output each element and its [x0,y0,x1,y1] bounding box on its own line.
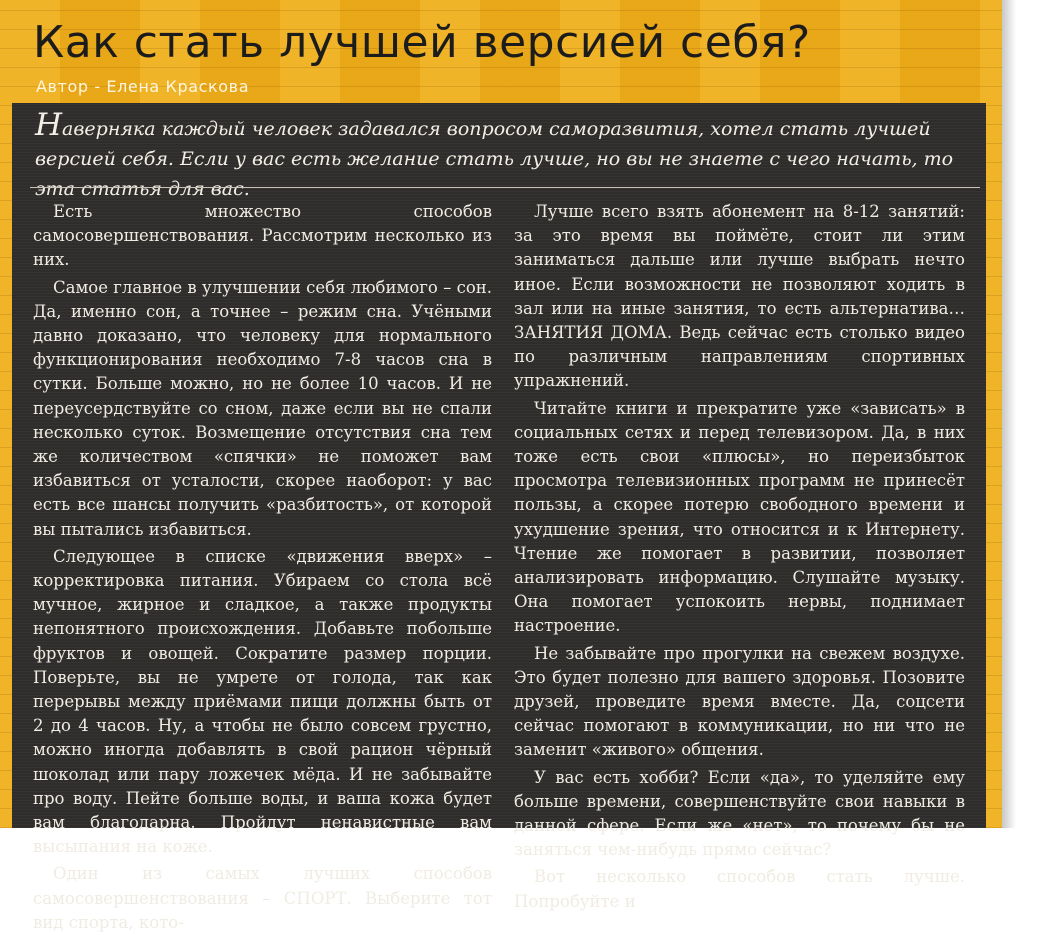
paragraph: Читайте книги и прекратите уже «зависать» в социальных сетях и перед телевизором. Да, в них тоже есть свои «плюсы», но переизбыток просмотра телевизионных программ не принесёт пользы, а скорее потерю свободного времени и ухудшение зрения, что относится и к Интернету. Чтение же помогает в развитии, позволяет анализировать информацию. Слушайте музыку. Она помогает успокоить нервы, поднимает настроение. [514,398,965,636]
paragraph: Самое главное в улучшении себя любимого – сон. Да, именно сон, а точнее – режим сна. Учёными давно доказано, что человеку для нормального функционирования необходимо 7-8 часов сна в сутки. Больше можно, но не более 10 часов. И не переусердствуйте со сном, даже если вы не спали несколько суток. Возмещение отсутствия сна тем же количеством «спячки» не поможет вам избавиться от усталости, скорее наоборот: у вас есть все шансы получить «разбитость», от которой вы пытались избавиться. [33,277,492,539]
page-edge-shadow [1002,0,1016,828]
paragraph: У вас есть хобби? Если «да», то уделяйте ему больше времени, совершенствуйте свои навыки в данной сфере. Если же «нет», то почему бы не заняться чем-нибудь прямо сейчас? [514,767,965,860]
paragraph: Следующее в списке «движения вверх» – корректировка питания. Убираем со стола всё мучное, жирное и сладкое, а также продукты непонятного происхождения. Добавьте побольше фруктов и овощей. Сократите размер порции. Поверьте, вы не умрете от голода, так как перерывы между приёмами пищи должны быть от 2 до 4 часов. Ну, а чтобы не было совсем грустно, можно иногда добавлять в свой рацион чёрный шоколад или пару ложечек мёда. И не забывайте про воду. Пейте больше воды, и ваша кожа будет вам благодарна. Пройдут ненавистные вам высыпания на коже. [33,546,492,857]
lead-text: аверняка каждый человек задавался вопросом саморазвития, хотел стать лучшей версией себя. Если у вас есть желание стать лучше, но вы не знаете с чего начать, то эта статья для вас. [35,118,954,200]
right-column [514,200,965,914]
article-author: Автор - Елена Краскова [36,77,250,96]
lead-drop-cap: Н [35,107,63,143]
article-title: Как стать лучшей версией себя? [33,17,811,68]
paragraph: Один из самых лучших способов самосовершенствования – СПОРТ. Выберите тот вид спорта, кото- [33,864,492,932]
article-lead [35,107,970,204]
paragraph: Вот несколько способов стать лучше. Попробуйте и [514,867,965,911]
paragraph: Лучше всего взять абонемент на 8-12 занятий: за это время вы поймёте, стоит ли этим заниматься дальше или лучше выбрать нечто иное. Если возможности не позволяют ходить в зал или на иные занятия, то есть альтернатива… ЗАНЯТИЯ ДОМА. Ведь сейчас есть столько видео по различным направлениям спортивных упражнений. [514,202,965,391]
paragraph: Не забывайте про прогулки на свежем воздухе. Это будет полезно для вашего здоровья. Позовите друзей, проведите время вместе. Да, соцсети сейчас помогают в коммуникации, но ни что не заменит «живого» общения. [514,643,965,760]
lead-divider [30,187,980,188]
left-column [33,200,492,935]
paragraph: Есть множество способов самосовершенствования. Рассмотрим несколько из них. [33,202,492,270]
